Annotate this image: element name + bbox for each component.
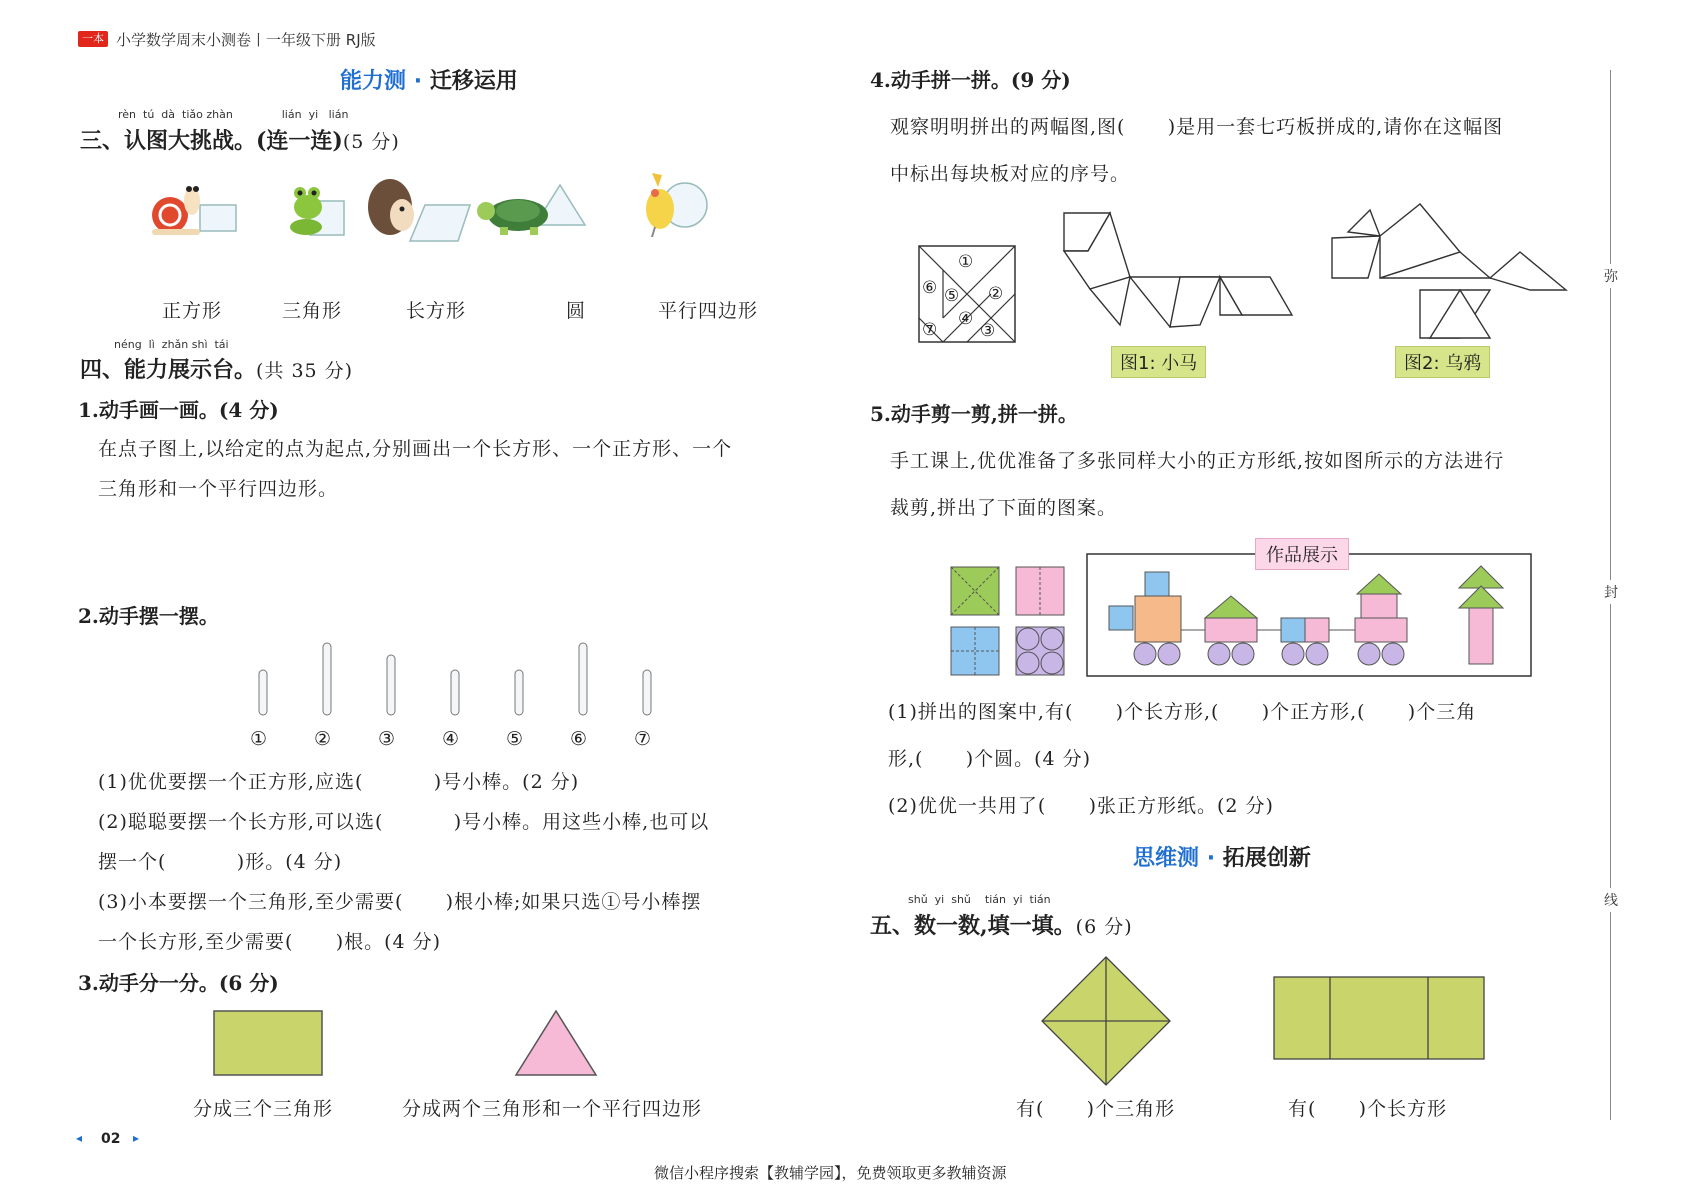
prev-page-arrow[interactable]: ◂ [76, 1131, 83, 1145]
cut-square-quarters [951, 627, 999, 675]
p2-question-3-line2: 一个长方形,至少需要( )根。(4 分) [98, 931, 442, 953]
p5-line2: 裁剪,拼出了下面的图案。 [890, 497, 1118, 519]
stick-num-6: ⑥ [570, 728, 589, 750]
tangram-num-5: ⑤ [944, 286, 961, 306]
p2-question-1: (1)优优要摆一个正方形,应选( )号小棒。(2 分) [98, 771, 580, 793]
section2-title-blue: 思维测 [1133, 846, 1200, 871]
p5-title: 5.动手剪一剪,拼一拼。 [870, 402, 1078, 426]
cut-square-circles [1016, 627, 1064, 675]
tangram-num-3: ③ [980, 321, 997, 341]
binder-char-3: 线 [1604, 888, 1618, 912]
shape-label-circle: 圆 [566, 300, 587, 322]
stick-num-5: ⑤ [506, 728, 525, 750]
stick-3 [387, 655, 395, 715]
q3-heading [80, 124, 400, 155]
p1-title: 1.动手画一画。(4 分) [78, 398, 279, 422]
hedgehog-with-parallelogram [368, 179, 470, 241]
cut-squares [950, 565, 1070, 680]
figure-2-label: 图2: 乌鸦 [1395, 346, 1490, 378]
stick-num-7: ⑦ [634, 728, 653, 750]
q5-caption-1: 有( )个三角形 [1016, 1098, 1176, 1120]
p3-title: 3.动手分一分。(6 分) [78, 971, 279, 995]
p4-line2: 中标出每块板对应的序号。 [890, 163, 1131, 185]
q4-title: 四、能力展示台。 [80, 357, 257, 383]
tangram-num-1: ① [958, 252, 975, 272]
p2-question-2-line2: 摆一个( )形。(4 分) [98, 851, 343, 873]
q3-pinyin: rèn tú dà tiǎo zhàn lián yi lián [118, 108, 349, 121]
tangram-horse [1060, 205, 1300, 335]
p3-caption-2: 分成两个三角形和一个平行四边形 [402, 1098, 703, 1120]
p2-question-3-line1: (3)小本要摆一个三角形,至少需要( )根小棒;如果只选①号小棒摆 [98, 891, 702, 913]
p3-shapes [200, 1005, 620, 1085]
p4-line1: 观察明明拼出的两幅图,图( )是用一套七巧板拼成的,请你在这幅图 [890, 116, 1504, 138]
p2-title: 2.动手摆一摆。 [78, 604, 219, 628]
p2-question-2-line1: (2)聪聪要摆一个长方形,可以选( )号小棒。用这些小棒,也可以 [98, 811, 710, 833]
footer-notice: 微信小程序搜索【教辅学园】，免费领取更多教辅资源 [654, 1164, 1007, 1182]
p3-triangle [516, 1011, 596, 1075]
q5-title: 五、数一数,填一填。 [870, 913, 1076, 939]
stick-num-3: ③ [378, 728, 397, 750]
stick-5 [515, 670, 523, 715]
p3-caption-1: 分成三个三角形 [193, 1098, 334, 1120]
tangram-num-2: ② [988, 284, 1005, 304]
q5-figures [1040, 955, 1560, 1090]
p5-question-1-line1: (1)拼出的图案中,有( )个长方形,( )个正方形,( )个三角 [888, 701, 1477, 723]
q4-heading [80, 353, 353, 384]
header-title: 小学数学周末小测卷丨一年级下册 RJ版 [116, 31, 376, 49]
page-number: 02 [101, 1131, 121, 1147]
tangram-num-4: ④ [958, 309, 975, 329]
tangram-num-6: ⑥ [922, 278, 939, 298]
p5-question-2: (2)优优一共用了( )张正方形纸。(2 分) [888, 795, 1274, 817]
stick-num-4: ④ [442, 728, 461, 750]
q5-diamond [1042, 957, 1170, 1085]
q5-caption-2: 有( )个长方形 [1288, 1098, 1448, 1120]
cut-square-diagonals [951, 567, 999, 615]
section-title-dot: · [413, 69, 423, 94]
snail-with-rectangle [152, 186, 236, 235]
showcase-banner: 作品展示 [1255, 538, 1349, 570]
stick-1 [259, 670, 267, 715]
p3-rectangle [214, 1011, 322, 1075]
p5-question-1-line2: 形,( )个圆。(4 分) [888, 748, 1092, 770]
section2-title-dot: · [1206, 846, 1216, 871]
q5-score: (6 分) [1075, 916, 1133, 938]
binder-char-2: 封 [1604, 580, 1618, 604]
stick-2 [323, 643, 331, 715]
p1-line1: 在点子图上,以给定的点为起点,分别画出一个长方形、一个正方形、一个 [98, 438, 733, 460]
p4-title: 4.动手拼一拼。(9 分) [870, 68, 1071, 92]
cut-square-halves [1016, 567, 1064, 615]
q5-pinyin: shǔ yi shǔ tián yi tián [908, 893, 1051, 906]
q3-score: (5 分) [342, 131, 400, 153]
stick-6 [579, 643, 587, 715]
publisher-logo: 一本 [78, 31, 108, 47]
frog-with-square [290, 187, 344, 235]
turtle-with-triangle [477, 185, 585, 235]
binder-char-1: 弥 [1604, 264, 1618, 288]
stick-7 [643, 670, 651, 715]
section-title-ability [340, 64, 518, 95]
bird-with-circle [646, 173, 707, 237]
section-title-blue: 能力测 [340, 69, 407, 94]
tangram-crow [1330, 200, 1580, 340]
q5-heading [870, 909, 1133, 940]
q4-pinyin: néng lì zhǎn shì tái [114, 338, 229, 351]
section2-title-black: 拓展创新 [1222, 846, 1311, 871]
q3-title: 三、认图大挑战。(连一连) [80, 128, 343, 154]
shape-label-parallelogram: 平行四边形 [658, 300, 759, 322]
q3-animal-illustrations [140, 165, 760, 245]
stick-num-2: ② [314, 728, 333, 750]
shape-label-square: 正方形 [162, 300, 223, 322]
figure-1-label: 图1: 小马 [1111, 346, 1206, 378]
section-title-black: 迁移运用 [429, 69, 518, 94]
tangram-num-7: ⑦ [922, 320, 939, 340]
sticks-figure [240, 635, 680, 725]
p1-line2: 三角形和一个平行四边形。 [98, 478, 339, 500]
p5-line1: 手工课上,优优准备了多张同样大小的正方形纸,按如图所示的方法进行 [890, 450, 1505, 472]
shape-label-triangle: 三角形 [282, 300, 343, 322]
stick-4 [451, 670, 459, 715]
next-page-arrow[interactable]: ▸ [133, 1131, 140, 1145]
q4-score: (共 35 分) [256, 360, 354, 382]
q5-rectangle [1274, 977, 1484, 1059]
shape-label-rectangle: 长方形 [406, 300, 467, 322]
stick-num-1: ① [250, 728, 269, 750]
section-title-thinking [1133, 841, 1311, 872]
